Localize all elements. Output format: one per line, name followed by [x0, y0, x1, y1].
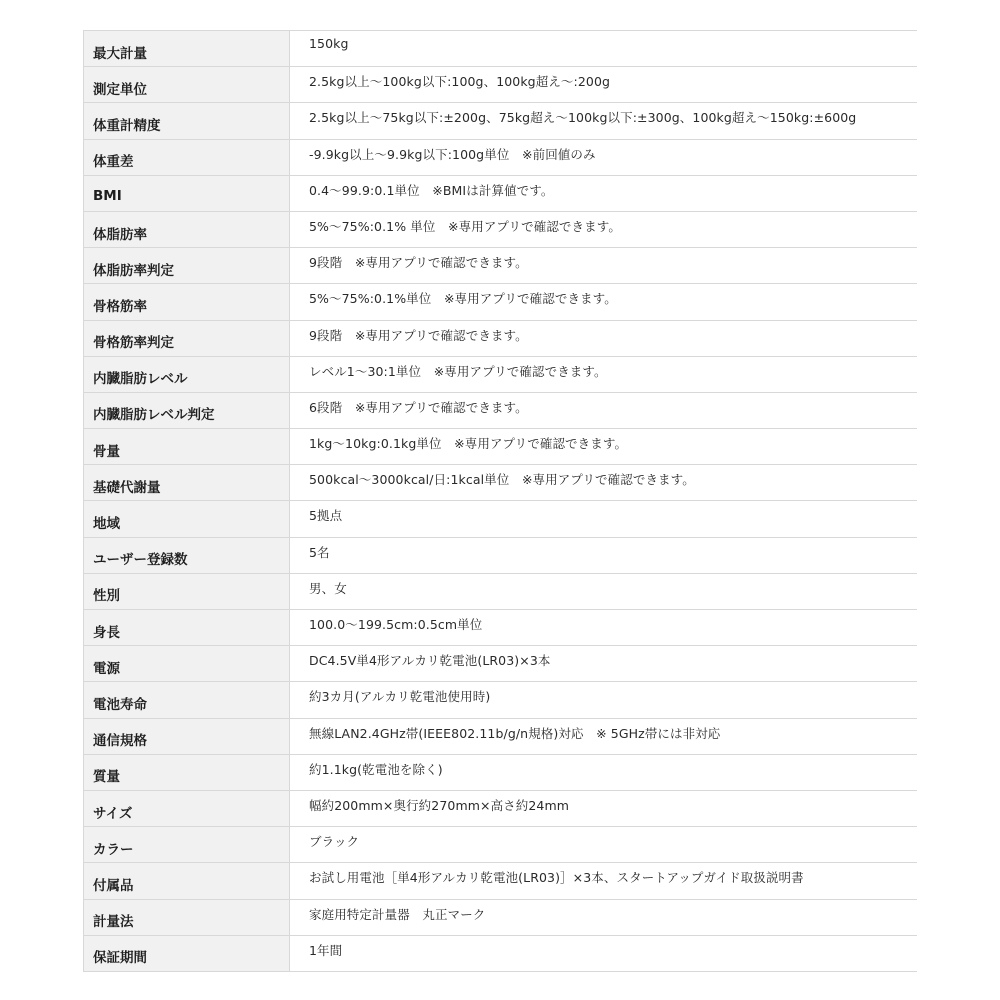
- spec-label: 電源: [84, 646, 290, 682]
- spec-value: お試し用電池［単4形アルカリ乾電池(LR03)］×3本、スタートアップガイド取扱説明書: [290, 863, 917, 899]
- spec-row: [84, 790, 917, 826]
- spec-label: カラー: [84, 827, 290, 863]
- spec-value: 6段階 ※専用アプリで確認できます。: [290, 392, 917, 428]
- spec-value: 100.0〜199.5cm:0.5cm単位: [290, 610, 917, 646]
- spec-row: [84, 573, 917, 609]
- spec-label: 体脂肪率判定: [84, 248, 290, 284]
- spec-label: 通信規格: [84, 718, 290, 754]
- spec-value: 150kg: [290, 31, 917, 67]
- spec-value: 9段階 ※専用アプリで確認できます。: [290, 320, 917, 356]
- spec-value: 0.4〜99.9:0.1単位 ※BMIは計算値です。: [290, 175, 917, 211]
- spec-value: 5名: [290, 537, 917, 573]
- spec-row: [84, 863, 917, 899]
- spec-label: 内臓脂肪レベル: [84, 356, 290, 392]
- spec-row: [84, 392, 917, 428]
- spec-value: 5拠点: [290, 501, 917, 537]
- spec-row: [84, 356, 917, 392]
- spec-row: [84, 827, 917, 863]
- spec-value: 約1.1kg(乾電池を除く): [290, 754, 917, 790]
- spec-row: [84, 284, 917, 320]
- spec-value: 1年間: [290, 935, 917, 971]
- spec-label: 基礎代謝量: [84, 465, 290, 501]
- spec-value: 9段階 ※専用アプリで確認できます。: [290, 248, 917, 284]
- spec-row: [84, 465, 917, 501]
- spec-label: 最大計量: [84, 31, 290, 67]
- spec-label: ユーザー登録数: [84, 537, 290, 573]
- spec-row: [84, 646, 917, 682]
- spec-row: [84, 429, 917, 465]
- spec-value: 1kg〜10kg:0.1kg単位 ※専用アプリで確認できます。: [290, 429, 917, 465]
- spec-row: [84, 103, 917, 139]
- spec-label: BMI: [84, 175, 290, 211]
- spec-label: 体脂肪率: [84, 211, 290, 247]
- spec-label: サイズ: [84, 790, 290, 826]
- spec-table: [83, 30, 917, 972]
- spec-value: 約3カ月(アルカリ乾電池使用時): [290, 682, 917, 718]
- spec-row: [84, 320, 917, 356]
- spec-label: 質量: [84, 754, 290, 790]
- spec-label: 性別: [84, 573, 290, 609]
- spec-row: [84, 248, 917, 284]
- spec-label: 内臓脂肪レベル判定: [84, 392, 290, 428]
- spec-label: 地域: [84, 501, 290, 537]
- spec-value: DC4.5V単4形アルカリ乾電池(LR03)×3本: [290, 646, 917, 682]
- spec-row: [84, 682, 917, 718]
- spec-row: [84, 537, 917, 573]
- spec-value: 幅約200mm×奥行約270mm×高さ約24mm: [290, 790, 917, 826]
- spec-row: [84, 899, 917, 935]
- spec-label: 電池寿命: [84, 682, 290, 718]
- spec-label: 身長: [84, 610, 290, 646]
- spec-row: [84, 754, 917, 790]
- spec-value: ブラック: [290, 827, 917, 863]
- spec-row: [84, 610, 917, 646]
- spec-row: [84, 67, 917, 103]
- spec-row: [84, 935, 917, 971]
- spec-value: 5%〜75%:0.1% 単位 ※専用アプリで確認できます。: [290, 211, 917, 247]
- spec-value: 500kcal〜3000kcal/日:1kcal単位 ※専用アプリで確認できます。: [290, 465, 917, 501]
- spec-value: 家庭用特定計量器 丸正マーク: [290, 899, 917, 935]
- spec-value: 2.5kg以上〜75kg以下:±200g、75kg超え〜100kg以下:±300g、100kg超え〜150kg:±600g: [290, 103, 917, 139]
- spec-label: 体重計精度: [84, 103, 290, 139]
- spec-row: [84, 501, 917, 537]
- spec-label: 付属品: [84, 863, 290, 899]
- spec-label: 骨格筋率判定: [84, 320, 290, 356]
- spec-value: レベル1〜30:1単位 ※専用アプリで確認できます。: [290, 356, 917, 392]
- spec-row: [84, 211, 917, 247]
- spec-value: 5%〜75%:0.1%単位 ※専用アプリで確認できます。: [290, 284, 917, 320]
- spec-value: 無線LAN2.4GHz帯(IEEE802.11b/g/n規格)対応 ※ 5GHz帯には非対応: [290, 718, 917, 754]
- spec-label: 保証期間: [84, 935, 290, 971]
- spec-row: [84, 175, 917, 211]
- spec-row: [84, 139, 917, 175]
- spec-value: 男、女: [290, 573, 917, 609]
- spec-row: [84, 31, 917, 67]
- spec-table-body: [84, 31, 917, 972]
- spec-label: 計量法: [84, 899, 290, 935]
- spec-label: 体重差: [84, 139, 290, 175]
- spec-label: 測定単位: [84, 67, 290, 103]
- spec-label: 骨量: [84, 429, 290, 465]
- spec-value: -9.9kg以上〜9.9kg以下:100g単位 ※前回値のみ: [290, 139, 917, 175]
- spec-label: 骨格筋率: [84, 284, 290, 320]
- spec-row: [84, 718, 917, 754]
- spec-value: 2.5kg以上〜100kg以下:100g、100kg超え〜:200g: [290, 67, 917, 103]
